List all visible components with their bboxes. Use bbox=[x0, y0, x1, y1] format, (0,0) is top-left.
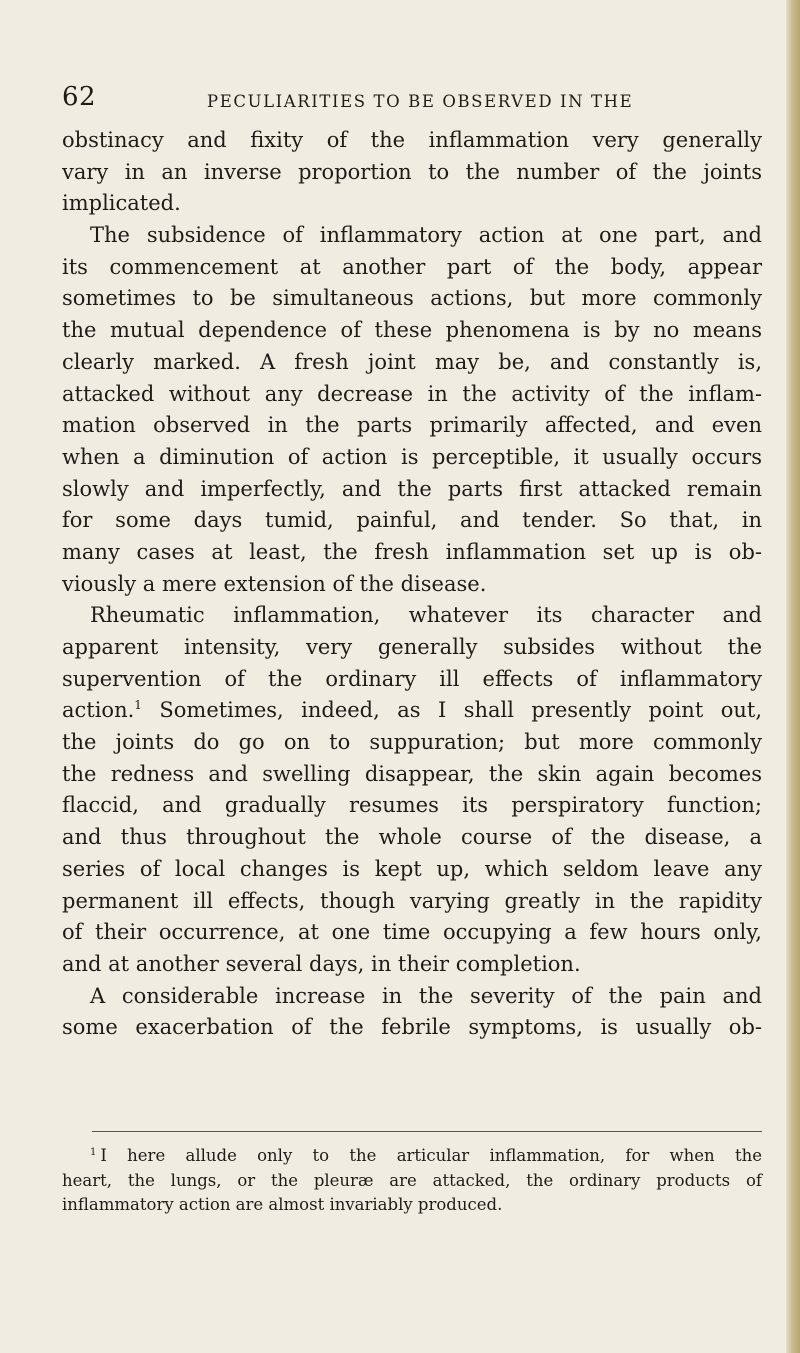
body-line: its commencement at another part of the body, appear bbox=[62, 254, 762, 279]
body-line: A considerable increase in the severity of the pain and bbox=[90, 983, 762, 1008]
body-line: some exacerbation of the febrile symptoms, is usually ob- bbox=[62, 1015, 762, 1040]
page-edge bbox=[786, 0, 800, 1353]
body-line: of their occurrence, at one time occupying a few hours only, bbox=[62, 920, 762, 945]
running-head: PECULIARITIES TO BE OBSERVED IN THE bbox=[207, 92, 634, 111]
footnote-line: heart, the lungs, or the pleuræ are attacked, the ordinary products of bbox=[62, 1170, 762, 1190]
body-line: sometimes to be simultaneous actions, but more commonly bbox=[62, 286, 762, 311]
body-line-start: action. bbox=[62, 698, 135, 723]
footnote-line-text: I here allude only to the articular inflammation, for when the bbox=[100, 1146, 762, 1165]
page-number: 62 bbox=[62, 82, 97, 112]
body-line: attacked without any decrease in the activity of the inflam- bbox=[62, 381, 762, 406]
body-line bbox=[62, 695, 762, 727]
footnote-line: inflammatory action are almost invariably produced. bbox=[62, 1195, 503, 1214]
body-line: vary in an inverse proportion to the number of the joints bbox=[62, 159, 762, 184]
body-line: slowly and imperfectly, and the parts first attacked remain bbox=[62, 476, 762, 501]
body-line: implicated. bbox=[62, 191, 181, 216]
body-line-rest: Sometimes, indeed, as I shall presently point out, bbox=[159, 698, 762, 723]
body-line: supervention of the ordinary ill effects of inflammatory bbox=[62, 666, 762, 691]
body-text bbox=[62, 125, 762, 1044]
body-line: flaccid, and gradually resumes its perspiratory function; bbox=[62, 793, 762, 818]
body-line: the joints do go on to suppuration; but more commonly bbox=[62, 730, 762, 755]
body-line: viously a mere extension of the disease. bbox=[62, 571, 487, 596]
body-line: mation observed in the parts primarily affected, and even bbox=[62, 413, 762, 438]
body-line: apparent intensity, very generally subsides without the bbox=[62, 635, 762, 659]
body-line: and at another several days, in their completion. bbox=[62, 951, 581, 976]
body-line: the redness and swelling disappear, the skin again becomes bbox=[62, 761, 762, 786]
body-line: and thus throughout the whole course of the disease, a bbox=[62, 825, 762, 850]
body-line: obstinacy and fixity of the inflammation very generally bbox=[62, 128, 762, 152]
body-line: permanent ill effects, though varying greatly in the rapidity bbox=[62, 888, 762, 913]
body-line: many cases at least, the fresh inflammation set up is ob- bbox=[62, 539, 762, 564]
body-line: Rheumatic inflammation, whatever its character and bbox=[90, 603, 762, 628]
footnote-reference[interactable]: 1 bbox=[134, 698, 142, 713]
footnote-divider bbox=[92, 1131, 762, 1132]
body-line: for some days tumid, painful, and tender. So that, in bbox=[62, 508, 762, 533]
footnote bbox=[62, 1144, 762, 1218]
body-line: The subsidence of inflammatory action at one part, and bbox=[90, 223, 762, 248]
footnote-line bbox=[62, 1144, 762, 1169]
body-line: clearly marked. A fresh joint may be, and constantly is, bbox=[62, 349, 762, 374]
body-line: when a diminution of action is perceptible, it usually occurs bbox=[62, 444, 762, 469]
footnote-marker: 1 bbox=[90, 1146, 97, 1158]
page-header bbox=[62, 82, 762, 112]
body-line: series of local changes is kept up, which seldom leave any bbox=[62, 856, 762, 881]
body-line: the mutual dependence of these phenomena is by no means bbox=[62, 318, 762, 343]
